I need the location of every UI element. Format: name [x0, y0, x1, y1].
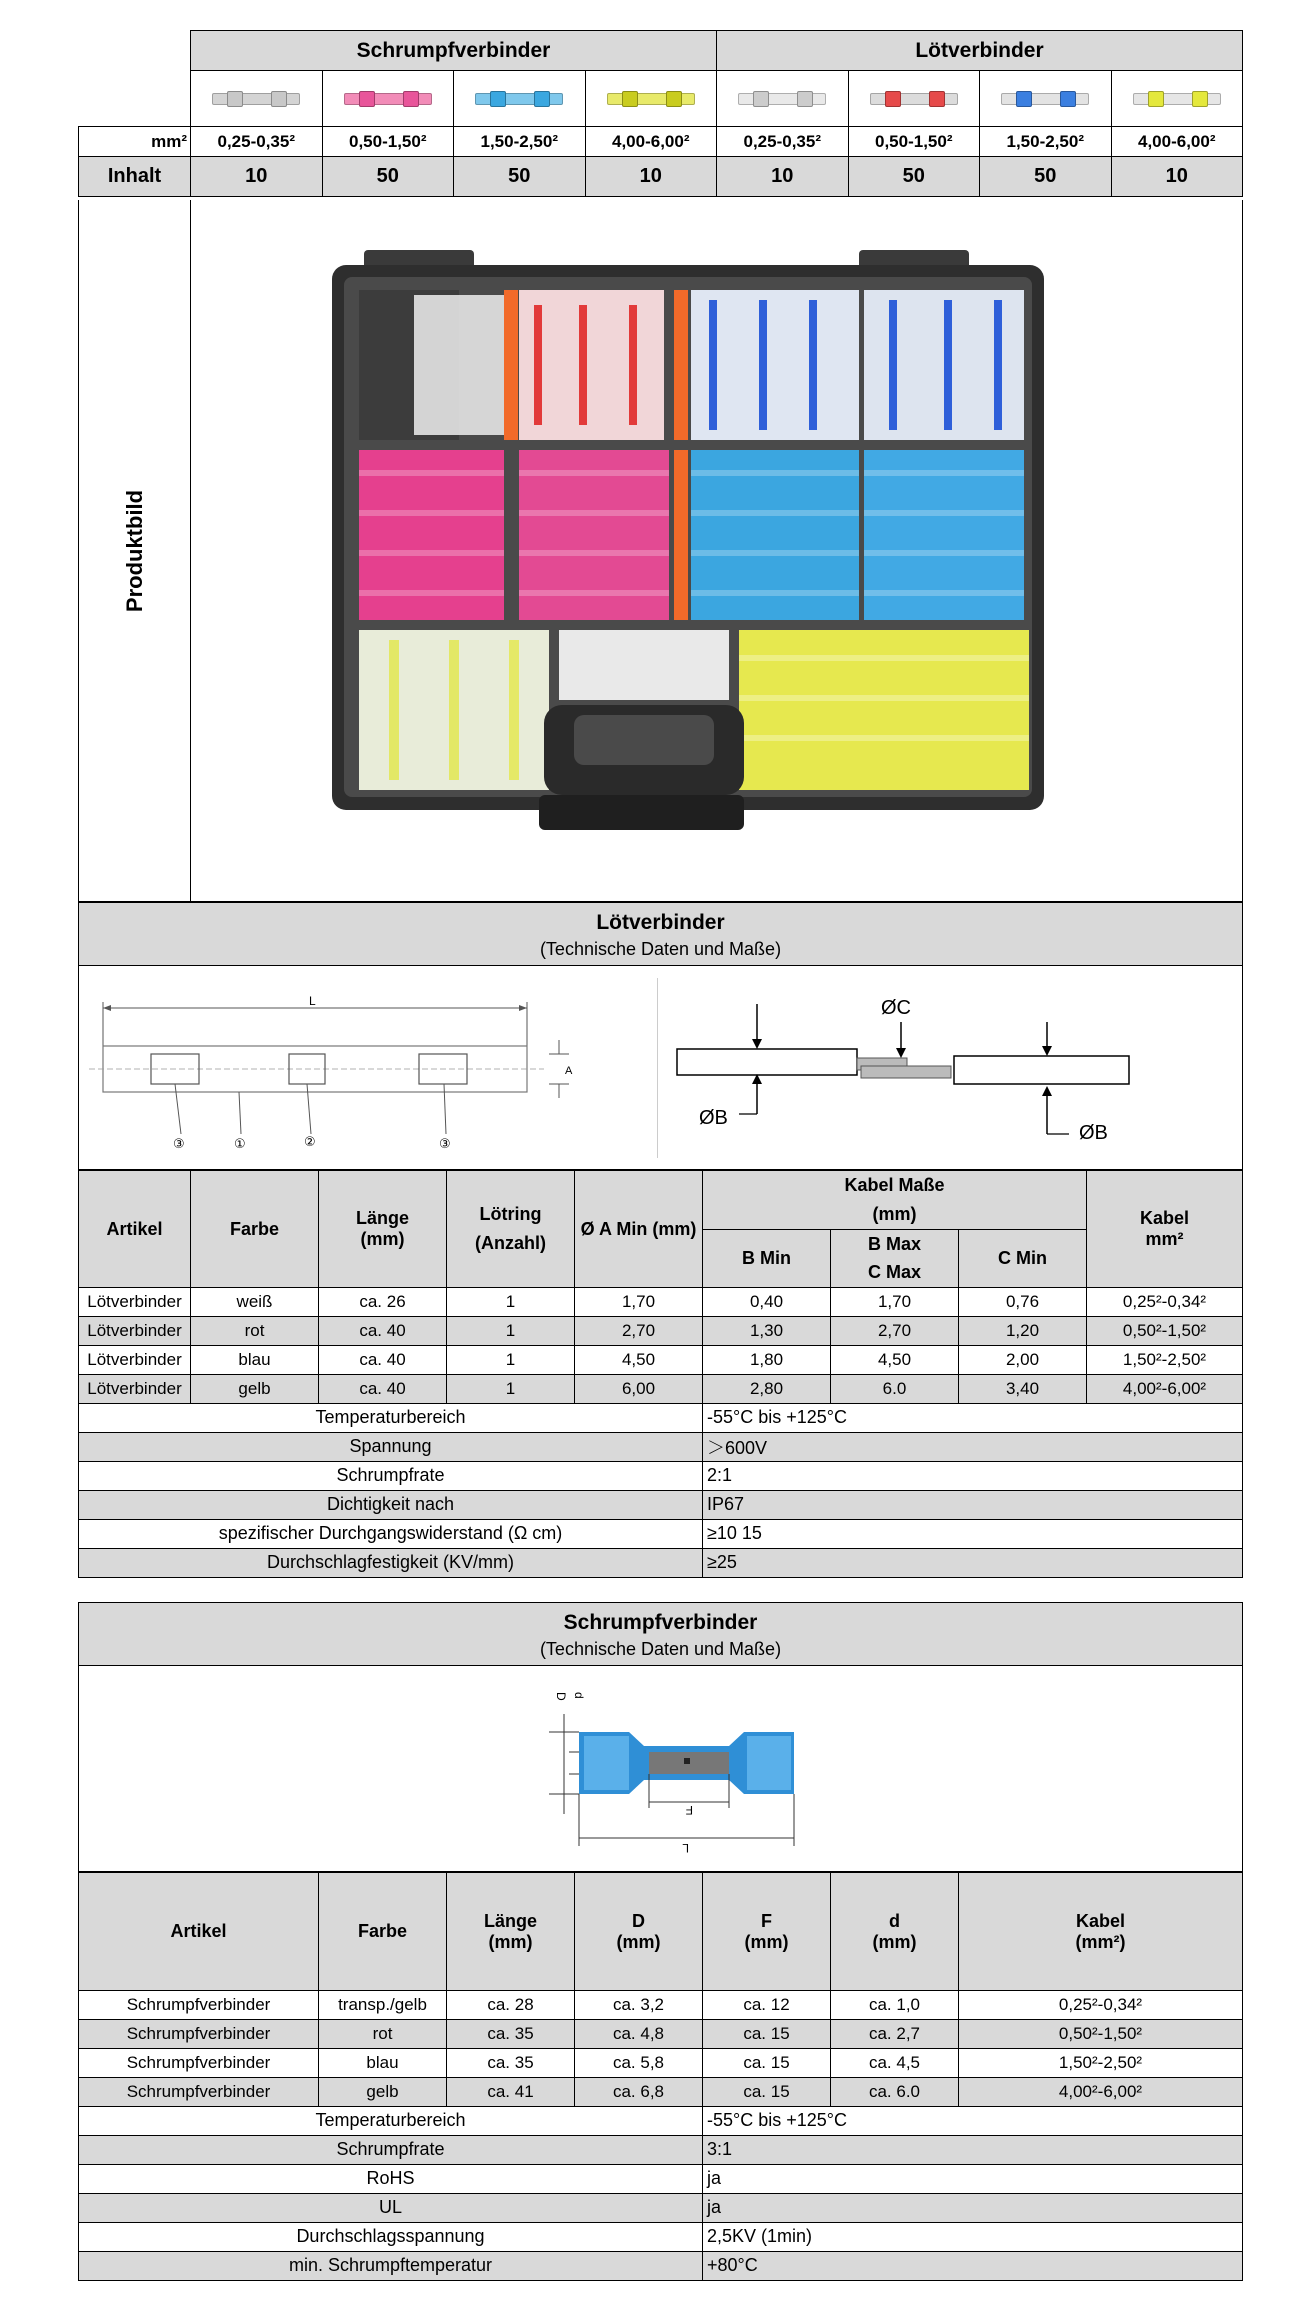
section-title: Schrumpfverbinder: [563, 1611, 758, 1634]
schrumpf-drawing: [78, 1666, 1243, 1872]
property-row: Spannung ＞600V: [79, 1432, 1243, 1461]
col-laenge: Länge (mm): [447, 1873, 575, 1991]
table-row: Schrumpfverbinder gelb ca. 41 ca. 6,8 ca. 15 ca. 6.0 4,00²-6,00²: [79, 2078, 1243, 2107]
product-image-row: [78, 200, 1243, 902]
callout-3b: ③: [439, 1137, 451, 1152]
table-row: Schrumpfverbinder rot ca. 35 ca. 4,8 ca. 15 ca. 2,7 0,50²-1,50²: [79, 2020, 1243, 2049]
dim-label-L: L: [309, 994, 316, 1008]
mm-label: mm²: [79, 127, 191, 157]
property-row: Dichtigkeit nach IP67: [79, 1490, 1243, 1519]
loet-spec-table: [78, 1170, 1243, 1578]
col-artikel: Artikel: [79, 1873, 319, 1991]
dim-label-B-right: ØB: [1079, 1122, 1108, 1144]
col-kabel: Kabel mm²: [1087, 1171, 1243, 1288]
property-row: min. Schrumpftemperatur +80°C: [79, 2251, 1243, 2280]
loet-drawings: [78, 966, 1243, 1170]
count-cell: 50: [322, 157, 454, 197]
col-d: d (mm): [831, 1873, 959, 1991]
property-row: Durchschlagsspannung 2,5KV (1min): [79, 2222, 1243, 2251]
property-row: UL ja: [79, 2193, 1243, 2222]
size-cell: 0,50-1,50²: [848, 127, 980, 157]
property-row: Temperaturbereich -55°C bis +125°C: [79, 1403, 1243, 1432]
connector-thumbnail: [1133, 93, 1221, 105]
property-row: Durchschlagfestigkeit (KV/mm) ≥25: [79, 1548, 1243, 1577]
size-cell: 4,00-6,00²: [1111, 127, 1243, 157]
property-row: Schrumpfrate 3:1: [79, 2135, 1243, 2164]
size-cell: 0,25-0,35²: [717, 127, 849, 157]
col-laenge: Länge (mm): [319, 1171, 447, 1288]
count-cell: 50: [454, 157, 586, 197]
col-c-min: C Min: [959, 1229, 1087, 1288]
schrumpf-dimension-drawing: [479, 1674, 939, 1864]
size-cell: 0,25-0,35²: [191, 127, 323, 157]
count-cell: 50: [980, 157, 1112, 197]
property-row: RoHS ja: [79, 2164, 1243, 2193]
size-cell: 1,50-2,50²: [454, 127, 586, 157]
product-image-label: Produktbild: [121, 489, 147, 612]
dim-label-C: ØC: [881, 997, 911, 1019]
loet-dimension-drawing: [89, 974, 649, 1164]
table-row: Lötverbinder rot ca. 40 1 2,70 1,30 2,70 1,20 0,50²-1,50²: [79, 1317, 1243, 1346]
connector-thumbnail: [738, 93, 826, 105]
content-label: Inhalt: [79, 157, 191, 197]
table-row: Lötverbinder weiß ca. 26 1 1,70 0,40 1,70 0,76 0,25²-0,34²: [79, 1288, 1243, 1317]
size-cell: 4,00-6,00²: [585, 127, 717, 157]
connector-thumbnail: [870, 93, 958, 105]
table-row: Lötverbinder gelb ca. 40 1 6,00 2,80 6.0 3,40 4,00²-6,00²: [79, 1375, 1243, 1404]
dim-label-A: A: [565, 1065, 573, 1077]
col-b-min: B Min: [703, 1229, 831, 1288]
product-photo-assortment-case: [329, 245, 1047, 840]
col-D: D (mm): [575, 1873, 703, 1991]
dim-label-B-left: ØB: [699, 1107, 728, 1129]
col-loetring: Lötring (Anzahl): [447, 1171, 575, 1288]
count-cell: 10: [1111, 157, 1243, 197]
callout-1: ①: [234, 1137, 246, 1152]
connector-thumbnail: [1001, 93, 1089, 105]
property-row: Temperaturbereich -55°C bis +125°C: [79, 2106, 1243, 2135]
group-header-loet: Lötverbinder: [717, 31, 1243, 71]
table-row: Schrumpfverbinder transp./gelb ca. 28 ca. 3,2 ca. 12 ca. 1,0 0,25²-0,34²: [79, 1991, 1243, 2020]
col-F: F (mm): [703, 1873, 831, 1991]
col-a-min: Ø A Min (mm): [575, 1171, 703, 1288]
col-farbe: Farbe: [191, 1171, 319, 1288]
size-cell: 1,50-2,50²: [980, 127, 1112, 157]
col-kabel-masse: Kabel Maße (mm): [703, 1171, 1087, 1230]
connector-thumbnail: [212, 93, 300, 105]
connector-thumbnail: [475, 93, 563, 105]
dim-label-F: F: [685, 1803, 693, 1817]
schrumpf-spec-table: [78, 1872, 1243, 2281]
dim-label-d: d: [572, 1692, 586, 1699]
count-cell: 10: [717, 157, 849, 197]
col-farbe: Farbe: [319, 1873, 447, 1991]
table-row: Schrumpfverbinder blau ca. 35 ca. 5,8 ca. 15 ca. 4,5 1,50²-2,50²: [79, 2049, 1243, 2078]
section-subtitle: (Technische Daten und Maße): [539, 939, 782, 959]
count-cell: 10: [585, 157, 717, 197]
callout-2: ②: [304, 1135, 316, 1150]
section-header-loet: [78, 902, 1243, 966]
loet-cable-drawing: [669, 974, 1229, 1164]
section-header-schrumpf: [78, 1602, 1243, 1666]
size-cell: 0,50-1,50²: [322, 127, 454, 157]
section-subtitle: (Technische Daten und Maße): [539, 1639, 782, 1659]
dim-label-L-schrumpf: L: [682, 1841, 689, 1855]
table-row: Lötverbinder blau ca. 40 1 4,50 1,80 4,50 2,00 1,50²-2,50²: [79, 1346, 1243, 1375]
connector-thumbnail: [607, 93, 695, 105]
callout-3: ③: [173, 1137, 185, 1152]
property-row: spezifischer Durchgangswiderstand (Ω cm) ≥10 15: [79, 1519, 1243, 1548]
count-cell: 10: [191, 157, 323, 197]
connector-thumbnail: [344, 93, 432, 105]
dim-label-D: D: [554, 1692, 568, 1701]
col-kabel: Kabel (mm²): [959, 1873, 1243, 1991]
col-b-max-c-max: B Max C Max: [831, 1229, 959, 1288]
group-header-schrumpf: Schrumpfverbinder: [191, 31, 717, 71]
overview-table: [78, 30, 1243, 197]
section-title: Lötverbinder: [596, 911, 725, 934]
property-row: Schrumpfrate 2:1: [79, 1461, 1243, 1490]
col-artikel: Artikel: [79, 1171, 191, 1288]
count-cell: 50: [848, 157, 980, 197]
